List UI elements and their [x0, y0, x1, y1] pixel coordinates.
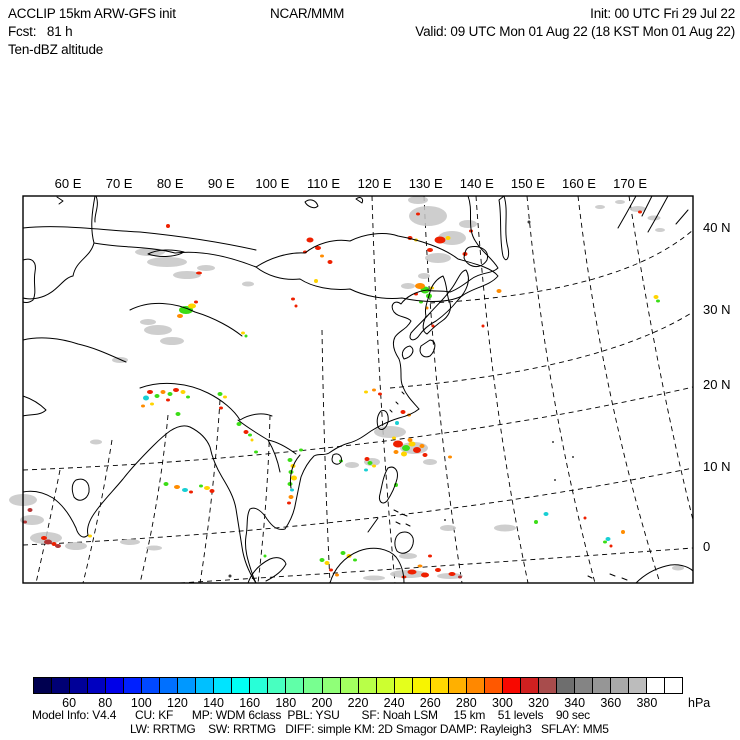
echo-top-blob	[140, 319, 156, 325]
lon-label: 90 E	[207, 176, 235, 191]
echo-top-blob	[295, 305, 298, 308]
echo-top-blob	[584, 517, 587, 520]
echo-top-blob	[328, 260, 333, 264]
forecast-map	[0, 160, 740, 630]
echo-top-blob	[638, 211, 642, 214]
echo-top-blob	[44, 540, 52, 545]
echo-top-blob	[307, 238, 314, 243]
echo-top-blob	[395, 421, 399, 425]
colorbar-cell	[628, 677, 646, 694]
lat-label: 40 N	[703, 220, 731, 235]
echo-top-blob	[219, 407, 223, 410]
colorbar-tick: 60	[62, 696, 77, 710]
echo-top-blobs	[9, 196, 684, 581]
echo-top-blob	[177, 314, 183, 318]
echo-top-blob	[28, 508, 33, 512]
echo-top-blob	[176, 412, 181, 416]
echo-top-blob	[161, 390, 166, 394]
echo-top-blob	[147, 257, 187, 267]
lon-label: 110 E	[306, 176, 341, 191]
echo-top-blob	[363, 576, 385, 581]
echo-top-blob	[299, 449, 303, 452]
echo-top-blob	[287, 502, 291, 505]
colorbar-cell	[213, 677, 231, 694]
colorbar-tick: 380	[636, 696, 658, 710]
colorbar-cell	[249, 677, 267, 694]
echo-top-blob	[409, 206, 447, 226]
colorbar-cell	[448, 677, 466, 694]
echo-top-blob	[428, 555, 432, 558]
colorbar-cell	[87, 677, 105, 694]
colorbar-tick: 280	[455, 696, 477, 710]
echo-top-blob	[423, 459, 437, 465]
colorbar-cell	[340, 677, 358, 694]
echo-top-blob	[459, 220, 477, 228]
echo-top-blob	[41, 536, 47, 540]
echo-top-blob	[435, 568, 441, 572]
echo-top-blob	[196, 272, 202, 275]
echo-top-blob	[168, 392, 173, 396]
echo-top-blob	[415, 283, 425, 289]
org-label: NCAR/MMM	[270, 6, 345, 21]
echo-top-blob	[497, 289, 502, 293]
echo-top-blob	[440, 525, 456, 531]
echo-top-blob	[147, 390, 153, 394]
model-title: ACCLIP 15km ARW-GFS init	[8, 6, 176, 21]
model-info-line2: LW: RRTMG SW: RRTMG DIFF: simple KM: 2D Smagor DAMP: Rayleigh3 SFLAY: MM5	[130, 722, 609, 736]
colorbar-tick: 160	[239, 696, 261, 710]
colorbar-cell	[123, 677, 141, 694]
colorbar-tick: 300	[492, 696, 513, 710]
echo-top-blob	[291, 476, 297, 481]
colorbar-cell	[376, 677, 394, 694]
echo-top-blob	[288, 458, 293, 462]
echo-top-blob	[197, 265, 215, 271]
colorbar-tick: 360	[600, 696, 622, 710]
echo-top-blob	[65, 542, 87, 550]
colorbar-cell	[556, 677, 574, 694]
echo-top-blob	[655, 228, 665, 232]
echo-top-blob	[416, 213, 420, 216]
colorbar-tick: 180	[275, 696, 297, 710]
echo-top-blob	[345, 462, 359, 468]
echo-top-blob	[552, 441, 554, 443]
echo-top-blob	[401, 452, 407, 457]
colorbar-tick: 240	[383, 696, 405, 710]
lat-label: 0	[703, 539, 711, 554]
echo-top-blob	[413, 447, 421, 453]
echo-top-blob	[150, 403, 154, 406]
echo-top-blob	[335, 574, 339, 577]
echo-top-blob	[421, 573, 429, 578]
colorbar-cell	[502, 677, 520, 694]
echo-top-blob	[610, 545, 613, 548]
echo-top-blob	[120, 539, 140, 545]
echo-top-blob	[341, 551, 346, 555]
colorbar-cell	[358, 677, 376, 694]
echo-top-blob	[420, 444, 425, 448]
lon-label: 160 E	[562, 176, 596, 191]
echo-top-blob	[648, 216, 661, 221]
echo-top-blob	[291, 298, 295, 301]
echo-top-blob	[595, 205, 605, 209]
map-frame	[23, 196, 693, 583]
colorbar-cell	[394, 677, 412, 694]
colorbar-cell	[430, 677, 448, 694]
echo-top-blob	[144, 325, 172, 335]
colorbar-tick: 200	[311, 696, 333, 710]
echo-top-blob	[606, 537, 611, 541]
echo-top-blob	[181, 390, 186, 394]
echo-top-blob	[353, 559, 357, 562]
colorbar-cell	[69, 677, 87, 694]
echo-top-blob	[408, 438, 413, 442]
echo-top-blob	[320, 255, 324, 258]
echo-top-blob	[435, 237, 446, 244]
echo-top-blob	[329, 569, 333, 572]
echo-top-blob	[494, 525, 516, 532]
echo-top-blob	[166, 224, 170, 228]
echo-top-blob	[399, 553, 417, 559]
echo-top-blob	[446, 236, 451, 240]
colorbar-cell	[646, 677, 664, 694]
echo-top-blob	[290, 489, 294, 492]
colorbar-cell	[285, 677, 303, 694]
graticule	[23, 196, 693, 583]
echo-top-blob	[615, 200, 625, 204]
echo-top-blob	[448, 456, 452, 459]
echo-top-blob	[194, 301, 198, 304]
colorbar-cell	[51, 677, 69, 694]
lon-label: 170 E	[613, 176, 648, 191]
lon-label: 120 E	[357, 176, 392, 191]
echo-top-blob	[482, 325, 485, 328]
colorbar-tick: 120	[167, 696, 188, 710]
colorbar-cell	[267, 677, 285, 694]
echo-top-blob	[254, 451, 258, 454]
colorbar-cell	[520, 677, 538, 694]
echo-top-blob	[554, 479, 556, 481]
longitude-axis	[55, 176, 648, 191]
echo-top-blob	[155, 394, 160, 398]
colorbar-cell	[592, 677, 610, 694]
echo-top-blob	[160, 337, 184, 345]
echo-top-blob	[423, 453, 428, 457]
echo-top-blob	[90, 440, 102, 445]
echo-top-blob	[401, 410, 406, 414]
forecast-hour: Fcst: 81 h	[8, 24, 73, 39]
echo-top-blob	[378, 393, 382, 396]
echo-top-blob	[408, 570, 417, 575]
colorbar-tick: 320	[528, 696, 549, 710]
colorbar-tick: 140	[203, 696, 224, 710]
lat-label: 20 N	[703, 377, 731, 392]
echo-top-blob	[392, 437, 396, 440]
colorbar-cell	[610, 677, 628, 694]
colorbar-cell	[159, 677, 177, 694]
echo-top-blob	[425, 253, 451, 263]
coastlines	[23, 196, 693, 583]
colorbar-cell	[141, 677, 159, 694]
echo-top-blob	[572, 456, 574, 458]
echo-top-blob	[621, 530, 625, 534]
echo-top-blob	[55, 544, 61, 548]
echo-top-blob	[394, 450, 399, 454]
echo-top-blob	[143, 396, 149, 401]
lon-label: 150 E	[510, 176, 545, 191]
echo-top-blob	[245, 335, 248, 338]
lon-label: 70 E	[105, 176, 133, 191]
echo-top-blob	[164, 482, 169, 486]
echo-top-blob	[393, 441, 403, 448]
colorbar-cell	[195, 677, 213, 694]
echo-top-blob	[189, 491, 193, 494]
echo-top-blob	[188, 304, 196, 309]
echo-top-blob	[534, 520, 538, 524]
echo-top-blob	[218, 392, 223, 396]
lat-label: 30 N	[703, 302, 731, 317]
echo-top-blob	[427, 248, 433, 252]
echo-top-blob	[241, 332, 245, 335]
echo-top-blob	[409, 442, 416, 447]
colorbar-cell	[33, 677, 51, 694]
echo-top-blob	[372, 465, 376, 468]
echo-top-blob	[603, 541, 607, 544]
echo-top-blob	[251, 439, 254, 442]
echo-top-blob	[372, 389, 376, 392]
lon-label: 80 E	[156, 176, 184, 191]
echo-top-blob	[320, 558, 325, 562]
echo-top-blob	[630, 206, 646, 212]
echo-top-blob	[146, 546, 162, 551]
echo-top-blob	[173, 388, 179, 392]
colorbar-tick: 340	[564, 696, 586, 710]
echo-top-blob	[141, 405, 145, 408]
colorbar-cell	[303, 677, 321, 694]
echo-top-blob	[244, 430, 249, 434]
echo-top-blob	[528, 221, 531, 224]
echo-top-blob	[289, 495, 294, 499]
colorbar-cell	[412, 677, 430, 694]
model-info-line1: Model Info: V4.4 CU: KF MP: WDM 6class PBL: YSU SF: Noah LSM 15 km 51 levels 90 sec	[32, 708, 590, 722]
echo-top-blob	[229, 575, 232, 578]
colorbar-tick: 80	[98, 696, 113, 710]
colorbar-cell	[177, 677, 195, 694]
colorbar-cell	[466, 677, 484, 694]
latitude-axis	[703, 220, 730, 554]
echo-top-blob	[199, 485, 203, 488]
colorbar-tick: 100	[130, 696, 152, 710]
echo-top-blob	[242, 282, 254, 287]
colorbar-tick: 260	[419, 696, 441, 710]
echo-top-blob	[186, 396, 190, 399]
echo-top-blob	[656, 300, 660, 303]
colorbar-cell	[231, 677, 249, 694]
echo-top-blob	[365, 457, 370, 461]
echo-top-blob	[248, 434, 252, 437]
echo-top-blob	[672, 566, 684, 571]
echo-top-blob	[654, 295, 659, 299]
colorbar-cell	[538, 677, 556, 694]
colorbar	[33, 677, 683, 694]
init-time: Init: 00 UTC Fri 29 Jul 22	[590, 6, 735, 21]
echo-top-blob	[458, 576, 462, 579]
echo-top-blob	[182, 488, 188, 492]
colorbar-tick: 220	[347, 696, 369, 710]
echo-top-blob	[204, 486, 210, 490]
lat-label: 10 N	[703, 459, 731, 474]
echo-top-blob	[444, 519, 446, 521]
echo-top-blob	[408, 196, 428, 204]
echo-top-blob	[544, 512, 549, 516]
echo-top-blob	[418, 273, 430, 279]
echo-top-blob	[210, 489, 215, 493]
echo-top-blob	[364, 469, 368, 472]
echo-top-blob	[401, 283, 415, 289]
echo-top-blob	[418, 565, 423, 568]
lon-label: 60 E	[54, 176, 82, 191]
echo-top-blob	[449, 572, 456, 576]
colorbar-cell	[574, 677, 592, 694]
echo-top-blob	[402, 445, 410, 451]
colorbar-unit: hPa	[688, 696, 711, 710]
echo-top-blob	[314, 279, 318, 283]
echo-top-blob	[174, 485, 180, 489]
echo-top-blob	[264, 555, 267, 558]
echo-top-blob	[223, 396, 227, 399]
echo-top-blob	[368, 461, 373, 465]
colorbar-cell	[664, 677, 683, 694]
colorbar-cell	[105, 677, 123, 694]
lon-label: 140 E	[459, 176, 494, 191]
lon-label: 100 E	[255, 176, 290, 191]
valid-time: Valid: 09 UTC Mon 01 Aug 22 (18 KST Mon 01 Aug 22)	[415, 24, 735, 39]
field-name: Ten-dBZ altitude	[8, 42, 104, 57]
echo-top-blob	[364, 391, 368, 394]
echo-top-blob	[325, 561, 330, 565]
lon-label: 130 E	[408, 176, 443, 191]
colorbar-cell	[484, 677, 502, 694]
colorbar-cell	[322, 677, 340, 694]
echo-top-blob	[88, 535, 92, 538]
echo-top-blob	[166, 399, 170, 402]
